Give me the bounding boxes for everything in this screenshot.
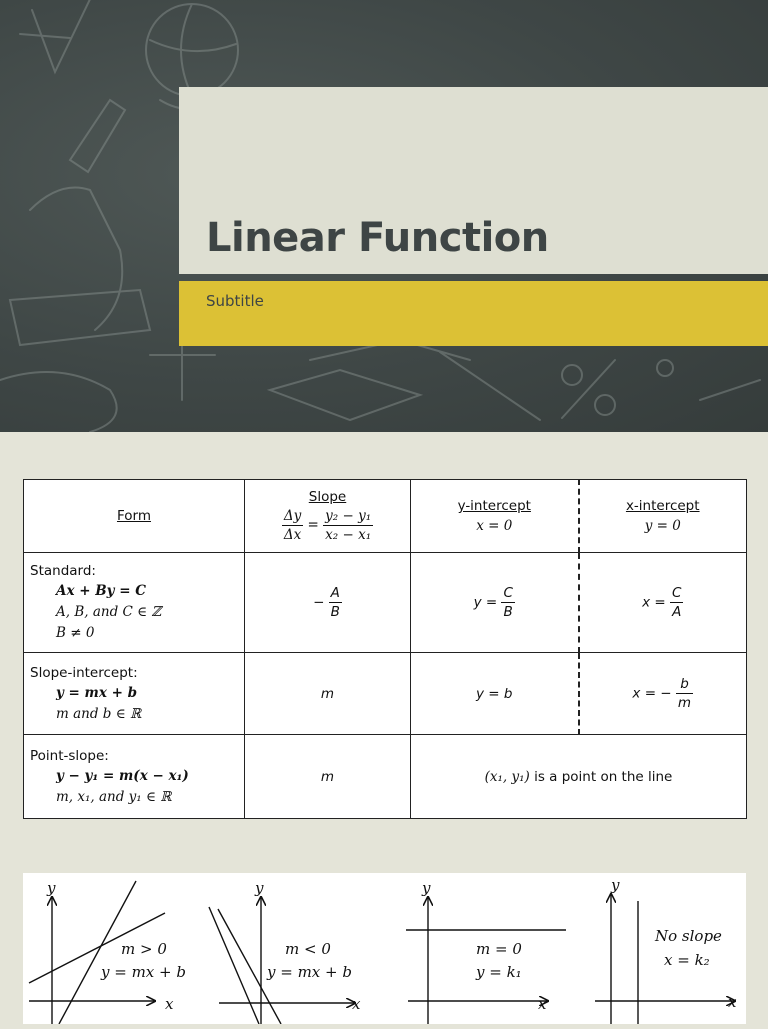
graph2-y-label: y [255, 879, 264, 897]
slide-title: Linear Function [206, 215, 549, 261]
standard-x-intercept-cell: x = $\frac{C}{A}$ [579, 553, 747, 653]
graph1-y-label: y [47, 879, 56, 897]
title-panel [179, 87, 768, 274]
table-row-standard [24, 553, 747, 653]
header-form: Form [24, 480, 245, 553]
graph3-y-label: y [422, 879, 431, 897]
slope-intercept-y-intercept-cell: y = b [411, 653, 579, 735]
table-row-point-slope [24, 735, 747, 819]
slope-intercept-form-cell: Slope-intercept: y = mx + b m and b ∈ ℝ [24, 653, 245, 735]
graph1-x-label: x [165, 995, 174, 1013]
standard-y-intercept-cell: y = $\frac{C}{B}$ [411, 553, 579, 653]
linear-forms-table [23, 479, 747, 819]
standard-form-cell: Standard: Ax + By = C A, B, and C ∈ ℤ B ≠ 0 [24, 553, 245, 653]
header-x-intercept: x-intercept y = 0 [579, 480, 747, 553]
slide-subtitle: Subtitle [206, 292, 264, 310]
graph3-label-2: y = k₁ [476, 963, 522, 981]
graph2-label-2: y = mx + b [267, 963, 352, 981]
header-y-intercept: y-intercept x = 0 [411, 480, 579, 553]
table-row-slope-intercept [24, 653, 747, 735]
graph4-label-1: No slope [655, 927, 722, 945]
standard-slope-cell: − $\frac{A}{B}$ [245, 553, 411, 653]
graph2-x-label: x [352, 995, 361, 1013]
slope-graphs-panel [23, 873, 746, 1024]
graph4-y-label: y [611, 876, 620, 894]
graph2-line-a [209, 907, 259, 1024]
point-slope-slope-cell: m [245, 735, 411, 819]
graph4-label-2: x = k₂ [664, 951, 710, 969]
table-header-row [24, 480, 747, 553]
title-slide [0, 0, 768, 432]
slope-graphs-svg [23, 873, 746, 1024]
slope-formula: $\frac{\Delta y}{\Delta x}$ = $\frac{\text{y₂ − y₁}}{\text{x₂ − x₁}}$ [283, 507, 372, 543]
subtitle-band [179, 281, 768, 346]
header-slope: Slope $\frac{\Delta y}{\Delta x}$ = $\frac{\text{y₂ − y₁}}{\text{x₂ − x₁}}$ [245, 480, 411, 553]
graph2-label-1: m < 0 [285, 940, 331, 958]
graph4-x-label: x [728, 993, 737, 1011]
slope-intercept-x-intercept-cell: x = − $\frac{b}{m}$ [579, 653, 747, 735]
graph3-label-1: m = 0 [476, 940, 522, 958]
graph1-label-2: y = mx + b [101, 963, 186, 981]
graph3-x-label: x [538, 995, 547, 1013]
point-slope-form-cell: Point-slope: y − y₁ = m(x − x₁) m, x₁, and y₁ ∈ ℝ [24, 735, 245, 819]
slope-intercept-slope-cell: m [245, 653, 411, 735]
point-slope-intercept-cell: (x₁, y₁) is a point on the line [411, 735, 747, 819]
graph1-label-1: m > 0 [121, 940, 167, 958]
